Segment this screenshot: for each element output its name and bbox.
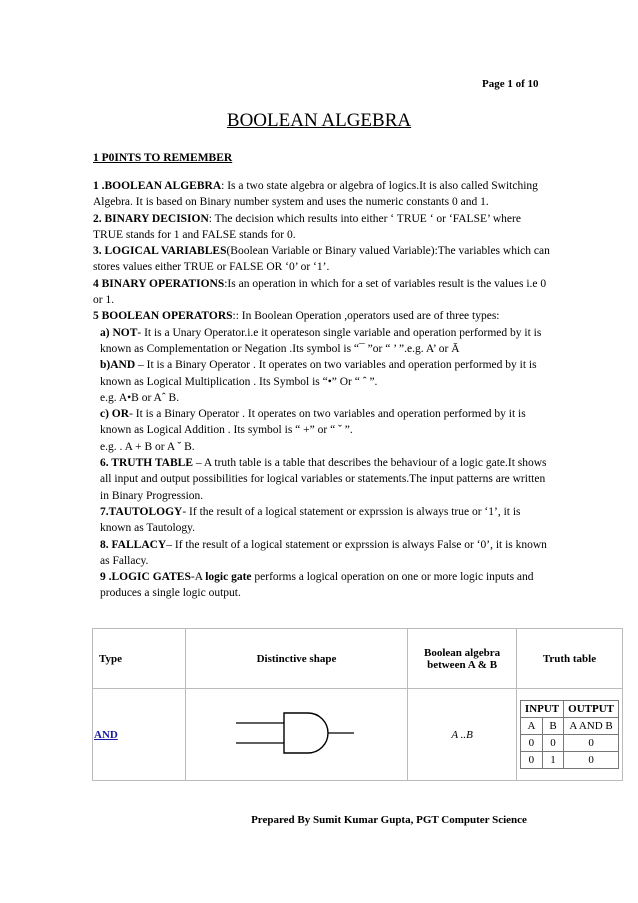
footer: Prepared By Sumit Kumar Gupta, PGT Computer Science (251, 814, 527, 826)
header-boolean: Boolean algebra between A & B (408, 629, 517, 689)
page-title: BOOLEAN ALGEBRA (226, 110, 412, 131)
para-boolean-algebra: 1 .BOOLEAN ALGEBRA: Is a two state algebra or algebra of logics.It is also called Switching Algebra. It is based on Binary number system and uses the numeric constants 0 and 1. (93, 180, 538, 209)
para-logical-variables: 3. LOGICAL VARIABLES(Boolean Variable or Binary valued Variable):The variables which can stores values either TRUE or FALSE OR ‘0’ or ‘1’. (93, 245, 550, 274)
para-tautology: 7.TAUTOLOGY- If the result of a logical statement or exprssion is always true or ‘1’, it is known as Tautology. (100, 505, 521, 535)
table-header-row (93, 629, 623, 689)
tt-col-a: A (520, 718, 542, 735)
para-or-example: e.g. . A + B or A ˇ B. (100, 440, 195, 453)
shape-cell (185, 689, 408, 781)
para-binary-decision: 2. BINARY DECISION: The decision which results into either ‘ TRUE ‘ or ‘FALSE’ where TRUE stands for 1 and FALSE stands for 0. (93, 212, 521, 241)
para-logic-gates: 9 .LOGIC GATES-A logic gate performs a logical operation on one or more logic inputs and produces a single logic output. (100, 571, 534, 600)
tt-head-row (520, 701, 618, 718)
para-or: c) OR- It is a Binary Operator . It operates on two variables and operation performed by it is known as Logical Addition . Its symbol is “ +” or “ ˇ ”. (100, 408, 526, 437)
document-body (93, 178, 553, 602)
truth-table (520, 700, 619, 769)
para-not: a) NOT- It is a Unary Operator.i.e it operateson single variable and operation performed by it is known as Complementation or Negation .Its symbol is “¯ ”or “ ’ ”.e.g. A’ or Ā (100, 326, 542, 355)
tt-sub-row (520, 718, 618, 735)
para-binary-operations: 4 BINARY OPERATIONS:Is an operation in which for a set of variables result is the values i.e 0 or 1. (93, 277, 547, 307)
expr-cell: A ..B (408, 689, 517, 781)
para-and-example: e.g. A•B or Aˆ B. (100, 391, 180, 404)
and-gate-icon (236, 701, 356, 765)
and-link[interactable]: AND (94, 728, 118, 741)
tt-input-header: INPUT (520, 701, 563, 718)
page-number: Page 1 of 10 (482, 78, 539, 90)
section-heading: 1 P0INTS TO REMEMBER (93, 152, 233, 164)
tt-col-out: A AND B (564, 718, 619, 735)
header-shape: Distinctive shape (185, 629, 408, 689)
para-and: b)AND – It is a Binary Operator . It operates on two variables and operation performed by it is known as Logical Multiplication . Its Symbol is “•” Or “ ˆ ”. (100, 359, 537, 388)
header-truth-table: Truth table (516, 629, 622, 689)
tt-row: 0 1 0 (520, 752, 618, 769)
truth-cell (516, 689, 622, 781)
tt-col-b: B (542, 718, 563, 735)
type-cell (93, 689, 186, 781)
header-type: Type (93, 629, 186, 689)
para-fallacy: 8. FALLACY– If the result of a logical statement or exprssion is always False or ‘0’, it is known as Fallacy. (100, 538, 547, 567)
logic-gate-table (92, 628, 623, 781)
tt-row: 0 0 0 (520, 735, 618, 752)
table-row (93, 689, 623, 781)
tt-output-header: OUTPUT (564, 701, 619, 718)
para-boolean-operators: 5 BOOLEAN OPERATORS:: In Boolean Operation ,operators used are of three types: (93, 310, 500, 323)
para-truth-table: 6. TRUTH TABLE – A truth table is a table that describes the behaviour of a logic gate.It shows all input and output possibilities for logical variables or statements.The input patterns are written in Binary Progression. (100, 457, 547, 502)
